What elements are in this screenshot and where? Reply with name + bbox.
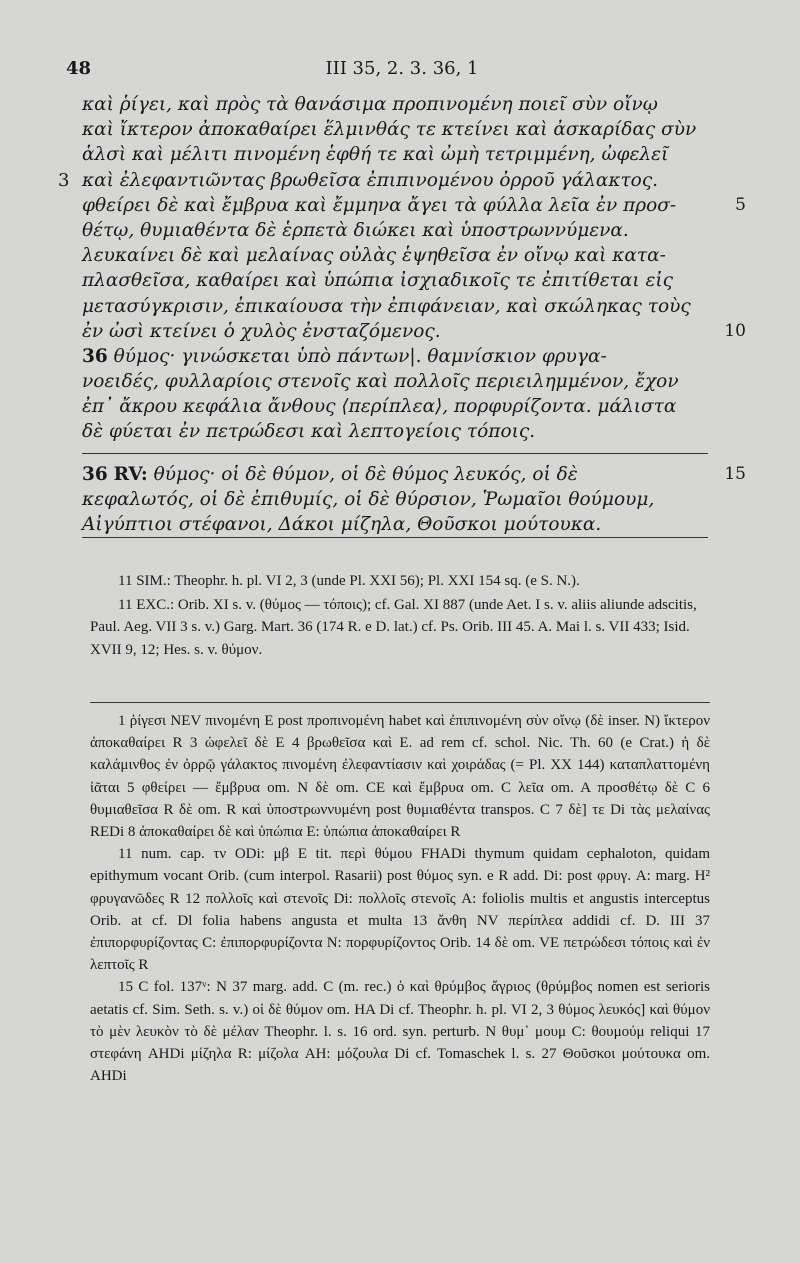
divider — [90, 702, 710, 703]
chapter-number: 36 — [82, 345, 108, 367]
siglum: RV: — [113, 463, 148, 485]
text-line: δὲ φύεται ἐν πετρώδεσι καὶ λεπτογείοις τόποις. — [82, 421, 536, 443]
text-line: ἐπ᾿ ἄκρου κεφάλια ἄνθους ⟨περίπλεα⟩, πορφυρίζοντα. μάλιστα — [82, 396, 677, 418]
apparatus-entry: 15 C fol. 137ᵛ: N 37 marg. add. C (m. rec.) ὁ καὶ θρύμβος ἄγριος (θρύμβος nomen est serioris aetatis cf. Sim. Seth. s. v.) οἱ δὲ θύμον om. HA Di cf. Theophr. h. pl. VI 2, 3 θύμος λευκός] καὶ θύμον τὸ μὲν λευκὸν τὸ δὲ μέλαν Theophr. l. s. 16 ord. syn. perturb. N θυμ᾿ μουμ C: θουμούμ reliqui 17 στεφάνη AHDi μίζηλα R: μίζολα AH: μόζουλα Di cf. Tomaschek l. s. 27 Θοῦσκοι μούτουκα om. AHDi — [90, 979, 710, 1085]
running-title: III 35, 2. 3. 36, 1 — [325, 58, 479, 79]
text-line: θέτῳ, θυμιαθέντα δὲ ἑρπετὰ διώκει καὶ ὑποστρωννύμενα. — [82, 219, 629, 241]
text-line: καὶ ῥίγει, καὶ πρὸς τὰ θανάσιμα προπινομένη ποιεῖ σὺν οἴνῳ — [82, 94, 658, 115]
apparatus-entry: 11 EXC.: Orib. XI s. v. (θύμος — τόποις); cf. Gal. XI 887 (unde Aet. I s. v. aliis aliunde adscitis, Paul. Aeg. VII 3 s. v.) Garg. Mart. 36 (174 R. e D. lat.) cf. Ps. Orib. III 45. A. Mai l. s. VII 433; Isid. XVII 9, 12; Hes. s. v. θύμον. — [90, 596, 697, 658]
apparatus-entry: 1 ῥίγεσι NEV πινομένη E post προπινομένη habet καὶ ἐπιπινομένη σὺν οἴνῳ (δὲ inser. N) ἴκτερον ἀποκαθαίρει R 3 ὠφελεῖ δὲ E 4 βρωθεῖσα καὶ E. ad rem cf. schol. Nic. Th. 60 (e Crat.) ἡ δὲ καλάμινθος ἐν ὀρρῷ γάλακτος πινομένη ἐλεφαντίασιν καὶ χοιράδας (= Pl. XX 144) καταπλαττομένη ἰᾶται 5 φθείρει — ἔμβρυα om. N δὲ om. CE καὶ ἔμβρυα om. C λεῖα om. A προσθέτῳ δὲ C 6 θυμιαθεῖσα R δὲ om. R καὶ ὑποστρωννυμένη post θυμιαθέντα transpos. C 7 δὲ] τε Di τὰς μελαίνας REDi 8 ἀποκαθαίρει δὲ καὶ ὑπώπια E: ὑπώπια ἀποκαθαίρει R — [90, 713, 710, 841]
text-line: ἐν ὠσὶ κτείνει ὁ χυλὸς ἐνσταζόμενος. 10 — [82, 319, 708, 344]
line-number: 5 — [735, 194, 746, 215]
page-header — [62, 58, 742, 88]
text-line: 3 καὶ ἐλεφαντιῶντας βρωθεῖσα ἐπιπινομένου ὀρροῦ γάλακτος. — [82, 168, 708, 193]
apparatus-entry: 11 num. cap. τν ODi: μβ E tit. περὶ θύμου FHADi thymum quidam cephaloton, quidam epithymum vocant Orib. (cum interpol. Rasarii) post θύμος syn. e R add. Di: post φρυγ. A: marg. H² φρυγανῶδες R 12 πολλοῖς καὶ στενοῖς Di: πολλοῖς στενοῖς A: foliolis multis et angustis interceptus Orib. at cf. Dl folia habens angusta et multa 13 ἄνθη NV περίπλεα addidi cf. D. III 37 ἐπιπορφυρίζοντας C: ἐπιπορφυρίζοντα N: πορφυρίζοντος Orib. 14 δὲ om. VE πετρώδεσι τόποις καὶ ἐν λεπτοῖς R — [90, 846, 710, 974]
line-number: 3 — [58, 169, 70, 191]
chapter-number: 36 — [82, 463, 108, 485]
text-line: νοειδές, φυλλαρίοις στενοῖς καὶ πολλοῖς περιειλημμένον, ἔχον — [82, 371, 679, 393]
text-line: Αἰγύπτιοι στέφανοι, Δάκοι μίζηλα, Θοῦσκοι μούτουκα. — [82, 512, 708, 537]
critical-apparatus — [90, 710, 710, 1087]
text-line: φθείρει δὲ καὶ ἔμβρυα καὶ ἔμμηνα ἄγει τὰ φύλλα λεῖα ἐν προσ- 5 — [82, 193, 708, 218]
main-text — [58, 92, 746, 537]
line-number: 15 — [724, 463, 746, 484]
text-line: πλασθεῖσα, καθαίρει καὶ ὑπώπια ἰσχιαδικοῖς τε ἐπιτίθεται εἰς — [82, 270, 674, 292]
synonyms-section — [82, 453, 746, 538]
text-line: μετασύγκρισιν, ἐπικαίουσα τὴν ἐπιφάνειαν, καὶ σκώληκας τοὺς — [82, 295, 691, 317]
text-line: κεφαλωτός, οἱ δὲ ἐπιθυμίς, οἱ δὲ θύρσιον, Ῥωμαῖοι θούμουμ, — [82, 488, 655, 510]
text-line: λευκαίνει δὲ καὶ μελαίνας οὐλὰς ἑψηθεῖσα ἐν οἴνῳ καὶ κατα- — [82, 245, 666, 267]
line-number: 10 — [724, 320, 746, 341]
text-line: καὶ ἴκτερον ἀποκαθαίρει ἕλμινθάς τε κτείνει καὶ ἀσκαρίδας σὺν — [82, 119, 697, 141]
text-line: ἁλσὶ καὶ μέλιτι πινομένη ἑφθή τε καὶ ὠμὴ τετριμμένη, ὠφελεῖ — [82, 144, 669, 166]
sources-apparatus — [90, 570, 710, 662]
page-number: 48 — [66, 58, 92, 79]
apparatus-entry: 11 SIM.: Theophr. h. pl. VI 2, 3 (unde Pl. XXI 56); Pl. XXI 154 sq. (e S. N.). — [118, 573, 580, 589]
section-heading-line: 36 θύμος· γινώσκεται ὑπὸ πάντων|. θαμνίσκιον φρυγα- — [82, 345, 607, 367]
text-line: 36 RV: θύμος· οἱ δὲ θύμον, οἱ δὲ θύμος λευκός, οἱ δὲ 15 — [82, 462, 708, 487]
